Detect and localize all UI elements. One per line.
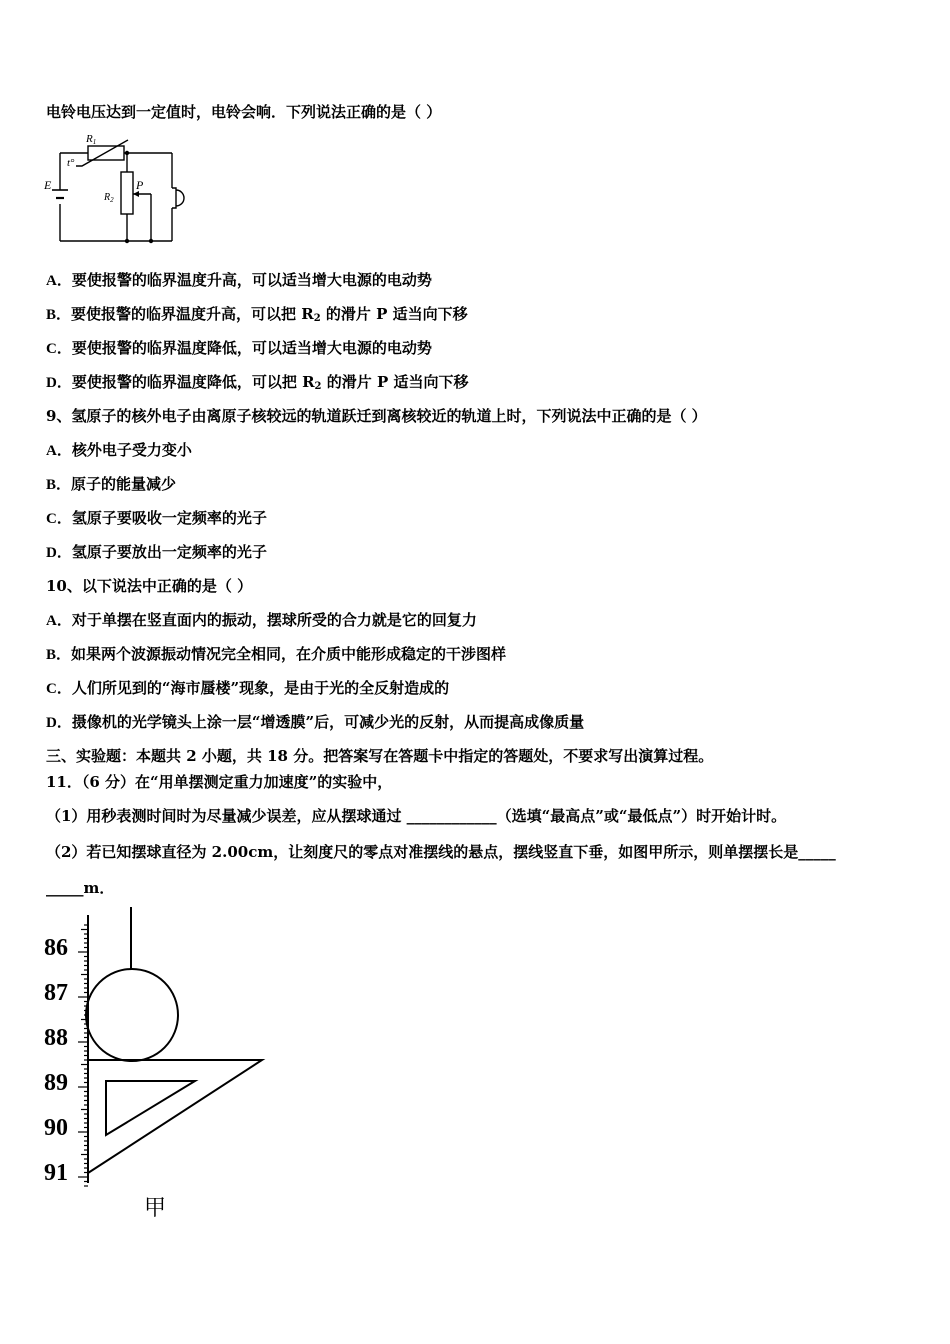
option-text: 人们所见到的“海市蜃楼”现象，是由于光的全反射造成的 xyxy=(71,679,450,697)
option-letter: B． xyxy=(46,307,72,323)
option-letter: A． xyxy=(46,443,72,459)
option-letter: B． xyxy=(46,647,72,663)
q10-option-d xyxy=(46,712,584,733)
ruler-ticks xyxy=(78,925,88,1186)
section-heading: 三、实验题：本题共 2 小题，共 18 分。把答案写在答题卡中指定的答题处，不要求写出演算过程。 xyxy=(46,747,714,765)
junction-top xyxy=(125,151,129,155)
option-letter: B． xyxy=(46,477,72,493)
label-p: P xyxy=(136,178,144,192)
option-text-post: 的滑片 P 适当向下移 xyxy=(321,373,469,391)
option-text-post: 的滑片 P 适当向下移 xyxy=(320,305,468,323)
option-letter: D． xyxy=(46,715,72,731)
q9-option-a xyxy=(46,440,192,461)
option-text: 对于单摆在竖直面内的振动，摆球所受的合力就是它的回复力 xyxy=(71,611,477,629)
ruler-number-89: 89 xyxy=(44,1070,68,1096)
q8-option-a xyxy=(46,270,432,291)
pendulum-ball xyxy=(86,969,178,1061)
ruler-number-91: 91 xyxy=(44,1160,68,1186)
q9-option-c xyxy=(46,508,267,529)
ruler-number-86: 86 xyxy=(44,935,68,961)
junction-bottom-right xyxy=(149,239,153,243)
q9-option-d xyxy=(46,542,267,563)
option-text: 要使报警的临界温度降低，可以适当增大电源的电动势 xyxy=(71,339,432,357)
option-letter: A． xyxy=(46,273,72,289)
ruler-number-87: 87 xyxy=(44,980,68,1006)
option-text: 氢原子要放出一定频率的光子 xyxy=(71,543,267,561)
option-letter: C． xyxy=(46,341,72,357)
option-letter: C． xyxy=(46,511,72,527)
label-t: t° xyxy=(67,157,75,169)
label-e: E xyxy=(44,178,52,192)
q11-stem: 11．（6 分）在“用单摆测定重力加速度”的实验中， xyxy=(46,773,393,791)
resistor-r2 xyxy=(121,172,133,214)
set-square-outer xyxy=(88,1060,262,1173)
q8-option-c xyxy=(46,338,432,359)
pendulum-ruler-figure xyxy=(40,905,280,1225)
option-text-pre: 要使报警的临界温度降低，可以把 R xyxy=(71,373,315,391)
q8-stem: 电铃电压达到一定值时，电铃会响．下列说法正确的是（ ） xyxy=(46,103,442,121)
label-r2: $R_2$ xyxy=(104,192,114,204)
option-letter: C． xyxy=(46,681,72,697)
ruler-number-88: 88 xyxy=(44,1025,68,1051)
bell-icon xyxy=(172,188,184,208)
q11-part1: （1）用秒表测时间时为尽量减少误差，应从摆球通过 ____________（选填“最高点”或“最低点”）时开始计时。 xyxy=(46,807,787,825)
option-text: 如果两个波源振动情况完全相同，在介质中能形成稳定的干涉图样 xyxy=(71,645,507,663)
q8-option-d xyxy=(46,372,468,397)
q11-part2-line2: _____m． xyxy=(46,879,115,897)
circuit-diagram xyxy=(40,128,200,250)
option-text: 摄像机的光学镜头上涂一层“增透膜”后，可减少光的反射，从而提高成像质量 xyxy=(71,713,585,731)
q10-stem: 10、以下说法中正确的是（ ） xyxy=(46,577,253,595)
option-text-sub: 2 xyxy=(313,313,321,324)
option-text-sub: 2 xyxy=(314,381,322,392)
q10-option-b xyxy=(46,644,506,665)
junction-bottom-left xyxy=(125,239,129,243)
option-letter: A． xyxy=(46,613,72,629)
option-letter: D． xyxy=(46,375,72,391)
option-text: 氢原子要吸收一定频率的光子 xyxy=(71,509,267,527)
option-text: 核外电子受力变小 xyxy=(71,441,192,459)
q9-stem: 9、氢原子的核外电子由离原子核较远的轨道跃迁到离核较近的轨道上时，下列说法中正确的是（ ） xyxy=(46,407,707,425)
option-text-pre: 要使报警的临界温度升高，可以把 R xyxy=(71,305,314,323)
figure-caption: 甲 xyxy=(144,1195,167,1220)
ruler-number-90: 90 xyxy=(44,1115,68,1141)
option-letter: D． xyxy=(46,545,72,561)
q9-option-b xyxy=(46,474,176,495)
option-text: 原子的能量减少 xyxy=(71,475,177,493)
q10-option-a xyxy=(46,610,477,631)
label-r1: R1 xyxy=(86,133,97,146)
q10-option-c xyxy=(46,678,449,699)
set-square-inner xyxy=(106,1081,195,1135)
option-text: 要使报警的临界温度升高，可以适当增大电源的电动势 xyxy=(71,271,432,289)
q11-part2-line1: （2）若已知摆球直径为 2.00cm，让刻度尺的零点对准摆线的悬点，摆线竖直下垂，如图甲所示，则单摆摆长是_____ xyxy=(46,843,836,861)
q8-option-b xyxy=(46,304,468,329)
